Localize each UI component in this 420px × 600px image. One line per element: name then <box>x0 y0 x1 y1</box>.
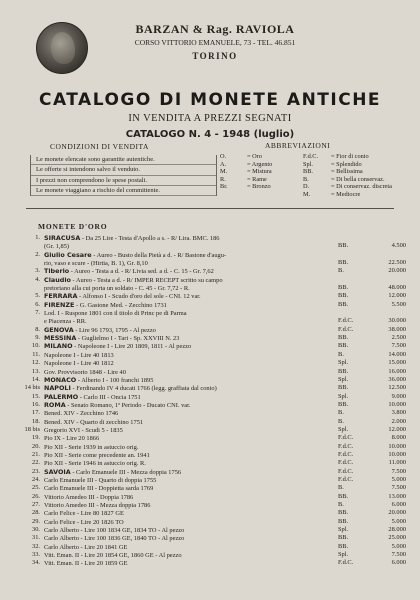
lot-grade: F.d.C. <box>338 450 354 458</box>
lot-number: 10. <box>32 342 40 350</box>
abbreviation-cell: Br. <box>220 183 228 191</box>
lot-mint: Claudio <box>44 275 71 284</box>
lot-text: Carlo Emanuele III - Quarto di doppia 1755 <box>44 476 157 484</box>
lot-row <box>0 409 420 417</box>
lot-row <box>0 476 420 484</box>
lot-row <box>0 426 420 434</box>
abbreviation-cell: M. <box>303 190 311 198</box>
lot-number: 4. <box>35 275 40 283</box>
lot-text: Carlo Felice - Lire 80 1827 GE <box>44 510 124 518</box>
lot-number: 25. <box>32 484 40 492</box>
lot-number: 16. <box>32 400 40 408</box>
lot-text: - Aureo - Busto della Pietà a d. - R/ Bastone d'augu- <box>91 251 227 259</box>
lot-grade: Spl. <box>338 551 349 559</box>
lot-price: 15.000 <box>388 359 406 367</box>
lot-mint: Giulio Cesare <box>44 250 92 259</box>
lot-grade: F.d.C. <box>338 559 354 567</box>
lot-grade: Spl. <box>338 425 349 433</box>
lot-number: 22. <box>32 459 40 467</box>
lot-row <box>0 509 420 517</box>
lot-price: 28.000 <box>388 526 406 534</box>
lot-row <box>0 317 420 325</box>
lot-price: 22.500 <box>388 259 406 267</box>
lot-number: 32. <box>32 542 40 550</box>
lot-number: 15. <box>32 392 40 400</box>
lot-price: 5.500 <box>391 300 406 308</box>
lot-number: 19. <box>32 434 40 442</box>
lot-price: 48.000 <box>388 284 406 292</box>
condition-line: Le offerte si intendono salvo il venduto. <box>31 165 216 175</box>
lot-number: 33. <box>32 551 40 559</box>
abbreviation-cell: = Splendido <box>331 160 362 168</box>
abbreviation-cell: BB. <box>303 168 313 176</box>
lot-text: Napoleone I - Lire 40 1812 <box>44 360 114 368</box>
abbreviation-cell: R. <box>220 175 226 183</box>
lot-text: - Carlo III - Oncia 1751 <box>78 393 141 401</box>
lot-number: 9. <box>35 334 40 342</box>
lot-number: 17. <box>32 409 40 417</box>
lot-text: Gov. Provvisorio 1848 - Lire 40 <box>44 368 126 376</box>
abbreviations-heading: ABBREVIAZIONI <box>265 141 331 150</box>
lot-mint: FIRENZE <box>44 300 75 309</box>
lot-price: 38.000 <box>388 325 406 333</box>
lot-row <box>0 401 420 409</box>
lot-grade: B. <box>338 417 344 425</box>
lot-text: pretoriano alla cui porta un soldato - C. 45 - Gr. 7,72 - R. <box>44 285 190 293</box>
lot-text: Lod. I - Ruspone 1801 con il titolo di Princ pe di Parma <box>44 310 187 318</box>
lot-number: 31. <box>32 534 40 542</box>
lot-number: 24. <box>32 475 40 483</box>
lot-text: Bened. XIV - Zecchino 1746 <box>44 410 119 418</box>
lot-grade: Spl. <box>338 526 349 534</box>
lot-text: Pio XII - Serie 1939 in astuccio orig. <box>44 443 139 451</box>
coin-logo-image <box>36 22 88 74</box>
lot-row <box>0 267 420 275</box>
lot-mint: SAVOIA <box>44 467 71 476</box>
lot-text: Vittorio Amedeo III - Doppia 1786 <box>44 493 134 501</box>
lot-text: - G. Gastone Med. - Zecchino 1731 <box>74 301 167 309</box>
section-title: MONETE D'ORO <box>38 222 108 231</box>
lot-text: Pio XII - Serie 1946 in astuccio orig. R. <box>44 460 146 468</box>
lot-row <box>0 326 420 334</box>
lot-grade: BB. <box>338 334 349 342</box>
catalog-title: CATALOGO DI MONETE ANTICHE <box>38 90 382 110</box>
lot-row <box>0 292 420 300</box>
lot-number: 7. <box>35 309 40 317</box>
lot-number: 13. <box>32 367 40 375</box>
abbreviation-cell: = Oro <box>247 153 262 160</box>
lot-number: 34. <box>32 559 40 567</box>
lot-row <box>0 534 420 542</box>
lot-number: 26. <box>32 492 40 500</box>
lot-text: Bened. XIV - Quarto di zecchino 1751 <box>44 418 144 426</box>
lot-text: - Guglielmo I - Tari - Sp. XXVIII N. 23 <box>76 335 180 343</box>
lot-row <box>0 551 420 559</box>
lot-row <box>0 334 420 342</box>
lot-grade: BB. <box>338 367 349 375</box>
lot-text: e Piacenza - RR. <box>44 318 87 326</box>
lot-price: 5.000 <box>391 542 406 550</box>
lot-price: 5.000 <box>391 475 406 483</box>
lot-grade: BB. <box>338 342 349 350</box>
lot-row <box>0 251 420 259</box>
lot-grade: BB. <box>338 292 349 300</box>
lot-grade: BB. <box>338 300 349 308</box>
lot-text: - Carlo Emanuele III - Mezza doppia 1756 <box>70 468 182 476</box>
lot-row <box>0 526 420 534</box>
lot-row <box>0 242 420 250</box>
lot-text: Carlo Alberto - Lire 100 1834 GE, 1834 TO - Al pezzo <box>44 527 185 535</box>
lot-text: Napoleone I - Lire 40 1813 <box>44 351 114 359</box>
lot-price: 11.000 <box>388 459 406 467</box>
lot-text: (Gr. 1,85) <box>44 243 70 251</box>
lot-mint: GENOVA <box>44 325 74 334</box>
abbreviation-cell: D. <box>303 183 310 191</box>
lot-number: 14. <box>32 375 40 383</box>
lot-mint: Tiberio <box>44 267 70 276</box>
lot-mint: SIRACUSA <box>44 234 81 242</box>
lot-number: 21. <box>32 450 40 458</box>
lot-price: 3.800 <box>391 409 406 417</box>
lot-grade: F.d.C. <box>338 459 354 467</box>
lot-row <box>0 342 420 350</box>
lot-number: 30. <box>32 526 40 534</box>
coin-portrait <box>51 32 75 64</box>
lot-number: 18. <box>32 417 40 425</box>
lot-row <box>0 501 420 509</box>
abbreviations-table <box>220 153 420 199</box>
lot-grade: Spl. <box>338 392 349 400</box>
lot-grade: F.d.C. <box>338 317 354 325</box>
lot-text: Carlo Alberto - Lire 20 1841 GE <box>44 543 128 551</box>
lot-grade: BB. <box>338 284 349 292</box>
abbreviation-cell: = Di conservaz. discreta <box>331 183 392 191</box>
lot-price: 10.000 <box>388 400 406 408</box>
lot-grade: F.d.C. <box>338 475 354 483</box>
lot-number: 28. <box>32 509 40 517</box>
lot-row <box>0 393 420 401</box>
lot-description <box>44 559 332 568</box>
abbreviation-row <box>220 183 420 191</box>
firm-name: BARZAN & Rag. RAVIOLA <box>135 22 295 36</box>
lot-number: 5. <box>35 292 40 300</box>
abbreviation-row <box>220 153 420 161</box>
lot-grade: F.d.C. <box>338 325 354 333</box>
firm-city: TORINO <box>192 51 238 61</box>
lot-row <box>0 459 420 467</box>
lot-price: 12.000 <box>388 425 406 433</box>
lot-grade: B. <box>338 484 344 492</box>
lot-row <box>0 384 420 392</box>
lot-number: 3. <box>35 267 40 275</box>
lot-text: Vitt. Eman. II - Lire 20 1859 GE <box>44 560 128 568</box>
lot-price: 2.500 <box>391 334 406 342</box>
lot-grade: Spl. <box>338 359 349 367</box>
lot-row <box>0 468 420 476</box>
lot-price: 4.500 <box>391 242 406 250</box>
abbreviation-cell: = Fior di conio <box>331 153 369 160</box>
lot-row <box>0 234 420 242</box>
lot-grade: BB. <box>338 384 349 392</box>
lot-grade: B. <box>338 409 344 417</box>
lot-grade: BB. <box>338 492 349 500</box>
catalog-number: CATALOGO N. 4 - 1948 (luglio) <box>125 129 295 140</box>
lot-mint: NAPOLI <box>44 384 71 393</box>
lot-text: Vittorio Amedeo III - Mezza doppia 1786 <box>44 502 151 509</box>
catalog-subtitle: IN VENDITA A PREZZI SEGNATI <box>128 113 292 124</box>
firm-address: CORSO VITTORIO EMANUELE, 73 - TEL. 46.851 <box>134 38 296 47</box>
lot-grade: B. <box>338 350 344 358</box>
lot-text: - Alberto I - 100 franchi 1895 <box>76 376 154 384</box>
abbreviation-cell: Spl. <box>303 160 313 168</box>
abbreviation-cell: = Mediocre <box>331 190 361 198</box>
condition-line: Le monete viaggiano a rischio del committente. <box>31 186 216 196</box>
lot-number: 14 bis <box>24 384 40 392</box>
lot-price: 7.500 <box>391 551 406 559</box>
lot-text: Pio XII - Serie come precedente an. 1941 <box>44 451 150 459</box>
abbreviation-cell: O. <box>220 153 227 160</box>
lot-row <box>0 284 420 292</box>
lot-row <box>0 418 420 426</box>
abbreviation-cell: F.d.C. <box>303 153 319 160</box>
lot-number: 23. <box>32 467 40 475</box>
lot-row <box>0 376 420 384</box>
lot-number: 27. <box>32 501 40 508</box>
lot-price: 8.000 <box>391 434 406 442</box>
conditions-heading: CONDIZIONI DI VENDITA <box>50 142 149 151</box>
lot-price: 10.000 <box>388 442 406 450</box>
lot-price: 7.500 <box>391 342 406 350</box>
lot-grade: BB. <box>338 534 349 542</box>
lot-text: rio, vaso e scure - (Hirtia, B. 1), Gr. 8,10 <box>44 260 148 268</box>
abbreviation-cell: A. <box>220 160 227 168</box>
lot-number: 20. <box>32 442 40 450</box>
lot-list <box>0 234 420 568</box>
abbreviation-cell: M. <box>220 168 228 176</box>
lot-mint: MONACO <box>44 375 77 384</box>
lot-text: - Alfonso I - Scudo d'oro del sole - CNI. 12 var. <box>77 293 201 301</box>
lot-row <box>0 309 420 317</box>
abbreviation-cell: = Argento <box>247 160 273 168</box>
lot-price: 7.500 <box>391 484 406 492</box>
lot-row <box>0 368 420 376</box>
lot-price: 36.000 <box>388 375 406 383</box>
lot-text: - Senato Romano, 1º Periodo - Ducato CNI. var. <box>65 401 191 409</box>
lot-price: 20.000 <box>388 267 406 275</box>
lot-price: 16.000 <box>388 367 406 375</box>
lot-mint: MILANO <box>44 342 73 351</box>
lot-text: - Ferdinando IV 4 ducati 1766 (legg. graffiata dal conio) <box>70 385 217 393</box>
lot-price: 12.000 <box>388 292 406 300</box>
lot-mint: ROMA <box>44 400 66 409</box>
lot-number: 18 bis <box>24 425 40 433</box>
lot-grade: F.d.C. <box>338 434 354 442</box>
lot-grade: F.d.C. <box>338 442 354 450</box>
lot-price: 2.000 <box>391 417 406 425</box>
lot-grade: BB. <box>338 517 349 525</box>
abbreviation-row <box>220 161 420 169</box>
lot-text: - Napoleone I - Lire 20 1809, 1811 - Al pezzo <box>72 343 192 351</box>
lot-text: - Aureo - Testa a d. - R/ Livia sed. a d. - C. 15 - Gr. 7,62 <box>69 268 214 276</box>
lot-text: Pio IX - Lire 20 1866 <box>44 435 100 443</box>
lot-number: 12. <box>32 359 40 367</box>
abbreviation-cell: = Bronzo <box>247 183 271 191</box>
lot-text: Vitt. Eman. II - Lire 20 1854 GE, 1860 GE - Al pezzo <box>44 552 182 560</box>
lot-row <box>0 443 420 451</box>
lot-grade: B. <box>338 501 344 508</box>
lot-row <box>0 301 420 309</box>
lot-row <box>0 484 420 492</box>
abbreviation-cell <box>247 191 303 199</box>
lot-price: 14.000 <box>388 350 406 358</box>
abbreviation-row <box>220 176 420 184</box>
abbreviation-cell: = Mistura <box>247 168 272 176</box>
lot-row <box>0 351 420 359</box>
conditions-box <box>30 155 217 196</box>
lot-row <box>0 434 420 442</box>
lot-mint: FERRARA <box>44 292 78 301</box>
lot-text: Gregorio XVI - Scudi 5 - 1835 <box>44 426 123 434</box>
lot-text: Carlo Alberto - Lire 100 1836 GE, 1840 TO - Al pezzo <box>44 535 185 543</box>
divider <box>26 208 394 209</box>
lot-grade: BB. <box>338 400 349 408</box>
lot-row <box>0 276 420 284</box>
lot-price: 6.000 <box>391 501 406 508</box>
lot-price: 10.000 <box>388 450 406 458</box>
lot-mint: MESSINA <box>44 334 77 343</box>
lot-number: 11. <box>32 350 40 358</box>
lot-grade: F.d.C. <box>338 467 354 475</box>
lot-number: 1. <box>35 234 40 241</box>
lot-row <box>0 359 420 367</box>
lot-row <box>0 518 420 526</box>
lot-text: - Lire 96 1793, 1795 - Al pezzo <box>73 326 156 334</box>
lot-price: 9.000 <box>391 392 406 400</box>
lot-row <box>0 543 420 551</box>
abbreviation-cell: B. <box>303 175 309 183</box>
lot-price: 5.000 <box>391 517 406 525</box>
lot-price: 6.000 <box>391 559 406 567</box>
lot-number: 6. <box>35 300 40 308</box>
lot-row <box>0 259 420 267</box>
lot-row <box>0 451 420 459</box>
lot-number: 29. <box>32 517 40 525</box>
lot-text: - Aureo - Testa a d. - R/ IMPER RECEPT scritto su campo <box>70 276 223 284</box>
lot-grade: BB. <box>338 542 349 550</box>
lot-price: 25.000 <box>388 534 406 542</box>
lot-price: 12.500 <box>388 384 406 392</box>
lot-grade: B. <box>338 267 344 275</box>
lot-grade: Spl. <box>338 375 349 383</box>
lot-row <box>0 493 420 501</box>
abbreviation-cell: = Bellissima <box>331 168 363 176</box>
lot-price: 7.500 <box>391 467 406 475</box>
lot-text: Carlo Emanuele III - Doppietta sarda 1769 <box>44 485 154 493</box>
lot-number: 8. <box>35 325 40 333</box>
lot-grade: BB. <box>338 259 349 267</box>
lot-mint: PALERMO <box>44 392 79 401</box>
condition-line: I prezzi non comprendono le spese postali. <box>31 176 216 186</box>
lot-text: - Da 25 Lire - Testa d'Apollo a s. - R/ Lira. BMC. 186 <box>80 235 220 242</box>
lot-text: Carlo Felice - Lire 20 1826 TO <box>44 518 124 526</box>
abbreviation-row <box>220 168 420 176</box>
lot-price: 20.000 <box>388 509 406 517</box>
abbreviation-cell: = Rame <box>247 175 267 183</box>
lot-price: 30.000 <box>388 317 406 325</box>
lot-grade: BB. <box>338 242 349 250</box>
abbreviation-row <box>220 191 420 199</box>
lot-grade: BB. <box>338 509 349 517</box>
condition-line: Le monete elencate sono garantite autentiche. <box>31 155 216 165</box>
abbreviation-cell <box>220 191 247 199</box>
lot-number: 2. <box>35 250 40 258</box>
abbreviation-cell: = Di bella conservaz. <box>331 175 385 183</box>
lot-price: 13.000 <box>388 492 406 500</box>
lot-row <box>0 559 420 567</box>
